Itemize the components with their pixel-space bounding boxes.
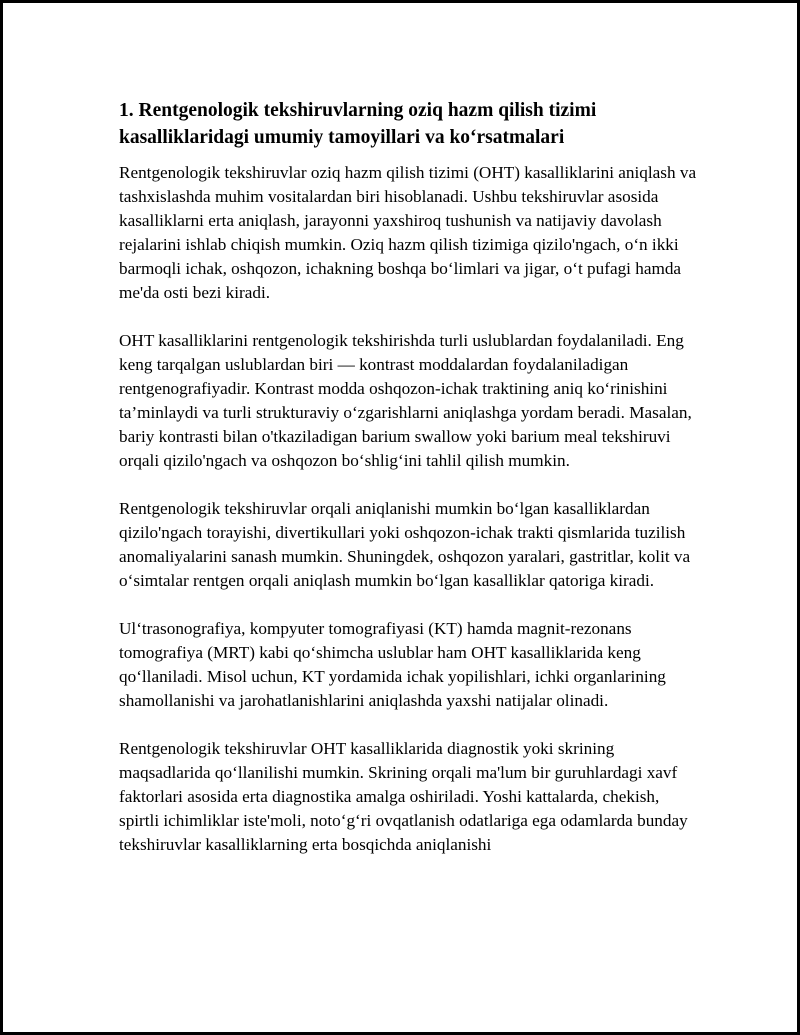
document-body (119, 95, 701, 881)
section-title: 1. Rentgenologik tekshiruvlarning oziq hazm qilish tizimi kasalliklaridagi umumiy tamoyillari va ko‘rsatmalari (119, 100, 597, 148)
paragraph-4: Ul‘trasonografiya, kompyuter tomografiyasi (KT) hamda magnit-rezonans tomografiya (MRT) kabi qo‘shimcha uslublar ham OHT kasalliklarida keng qo‘llaniladi. Misol uchun, KT yordamida ichak yopilishlari, ichki organlarining shamollanishi va jarohatlanishlarini aniqlashda yaxshi natijalar olinadi. (119, 619, 666, 710)
paragraph-3: Rentgenologik tekshiruvlar orqali aniqlanishi mumkin bo‘lgan kasalliklardan qizilo'ngach torayishi, divertikullari yoki oshqozon-ichak trakti qismlarida tuzilish anomaliyalarini sanash mumkin. Shuningdek, oshqozon yaralari, gastritlar, kolit va o‘simtalar rentgen orqali aniqlash mumkin bo‘lgan kasalliklar qatoriga kiradi. (119, 499, 691, 590)
paragraph-1: Rentgenologik tekshiruvlar oziq hazm qilish tizimi (OHT) kasalliklarini aniqlash va tashxislashda muhim vositalardan biri hisoblanadi. Ushbu tekshiruvlar asosida kasalliklarni erta aniqlash, jarayonni yaxshiroq tushunish va natijaviy davolash rejalarini ishlab chiqish mumkin. Oziq hazm qilish tizimiga qizilo'ngach, o‘n ikki barmoqli ichak, oshqozon, ichakning boshqa bo‘limlari va jigar, o‘t pufagi hamda me'da osti bezi kiradi. (119, 163, 697, 302)
paragraph-5: Rentgenologik tekshiruvlar OHT kasalliklarida diagnostik yoki skrining maqsadlarida qo‘llanilishi mumkin. Skrining orqali ma'lum bir guruhlardagi xavf faktorlari asosida erta diagnostika amalga oshiriladi. Yoshi kattalarda, chekish, spirtli ichimliklar iste'moli, noto‘g‘ri ovqatlanish odatlariga ega odamlarda bunday tekshiruvlar kasalliklarning erta bosqichda aniqlanishi (119, 739, 688, 854)
paragraph-2: OHT kasalliklarini rentgenologik tekshirishda turli uslublardan foydalaniladi. Eng keng tarqalgan uslublardan biri — kontrast moddalardan foydalaniladigan rentgenografiyadir. Kontrast modda oshqozon-ichak traktining aniq ko‘rinishini ta’minlaydi va turli strukturaviy o‘zgarishlarni aniqlashga yordam beradi. Masalan, bariy kontrasti bilan o'tkaziladigan barium swallow yoki barium meal tekshiruvi orqali qizilo'ngach va oshqozon bo‘shlig‘ini tahlil qilish mumkin. (119, 331, 692, 470)
